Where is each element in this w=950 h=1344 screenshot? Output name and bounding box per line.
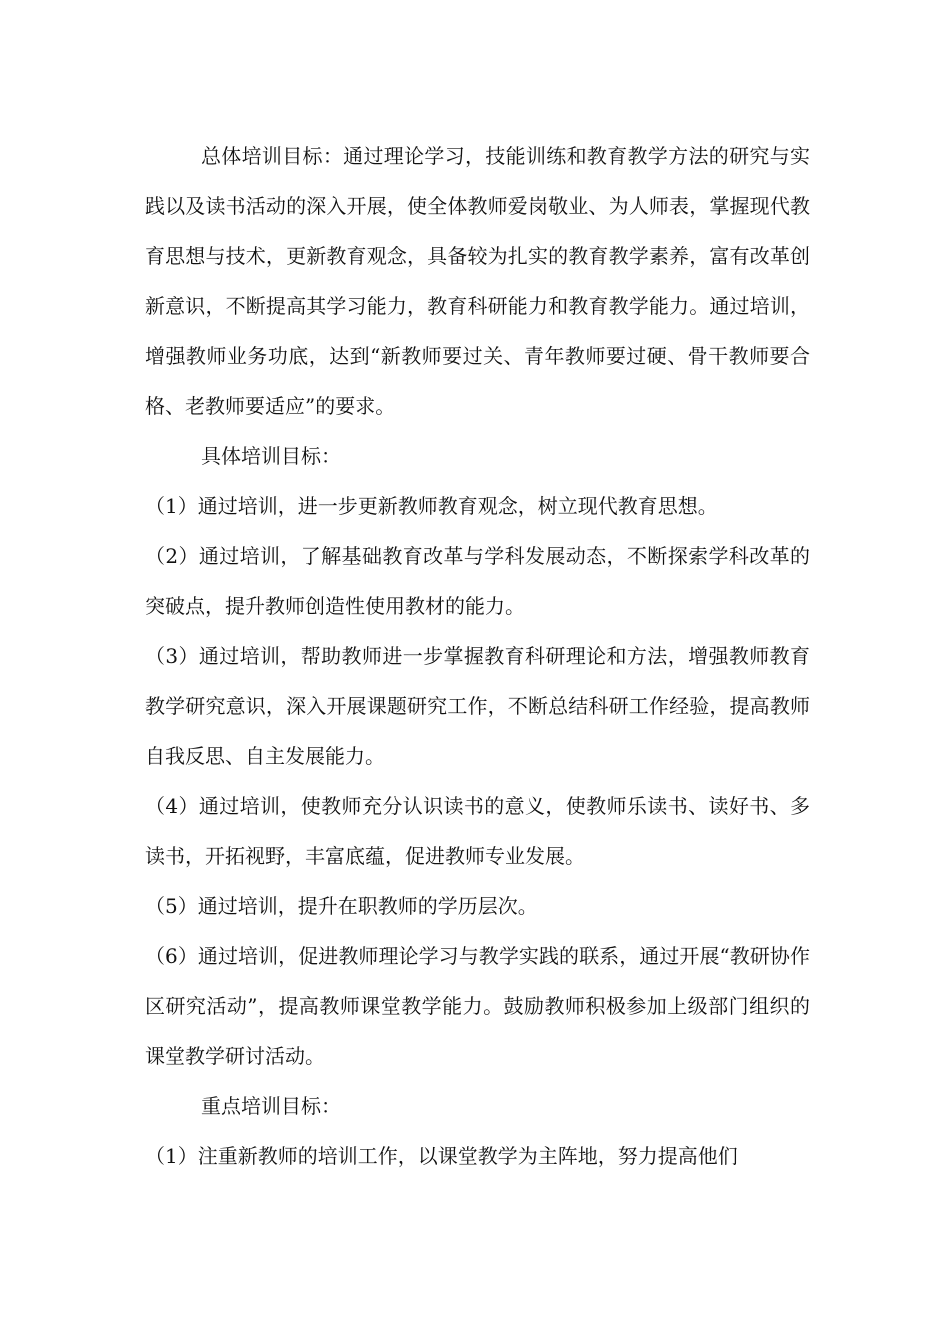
specific-goal-item-4: （4）通过培训，使教师充分认识读书的意义，使教师乐读书、读好书、多读书，开拓视野，丰富底蕴，促进教师专业发展。: [145, 794, 810, 868]
specific-goal-item-3: （3）通过培训，帮助教师进一步掌握教育科研理论和方法，增强教师教育教学研究意识，深入开展课题研究工作，不断总结科研工作经验，提高教师自我反思、自主发展能力。: [145, 644, 810, 768]
specific-goal-item-1: （1）通过培训，进一步更新教师教育观念，树立现代教育思想。: [145, 494, 718, 518]
specific-goals-heading: 具体培训目标：: [201, 444, 341, 468]
specific-goal-item-5: （5）通过培训，提升在职教师的学历层次。: [145, 894, 538, 918]
document-page: [145, 131, 810, 1181]
key-goals-heading: 重点培训目标：: [201, 1094, 341, 1118]
overall-goal-paragraph: 总体培训目标：通过理论学习，技能训练和教育教学方法的研究与实践以及读书活动的深入开展，使全体教师爱岗敬业、为人师表，掌握现代教育思想与技术，更新教育观念，具备较为扎实的教育教学素养，富有改革创新意识，不断提高其学习能力，教育科研能力和教育教学能力。通过培训，增强教师业务功底，达到“新教师要过关、青年教师要过硬、骨干教师要合格、老教师要适应”的要求。: [145, 144, 810, 418]
specific-goal-item-6: （6）通过培训，促进教师理论学习与教学实践的联系，通过开展“教研协作区研究活动”，提高教师课堂教学能力。鼓励教师积极参加上级部门组织的课堂教学研讨活动。: [145, 944, 810, 1068]
key-goal-item-1: （1）注重新教师的培训工作，以课堂教学为主阵地，努力提高他们: [145, 1144, 738, 1168]
specific-goal-item-2: （2）通过培训，了解基础教育改革与学科发展动态，不断探索学科改革的突破点，提升教师创造性使用教材的能力。: [145, 544, 810, 618]
